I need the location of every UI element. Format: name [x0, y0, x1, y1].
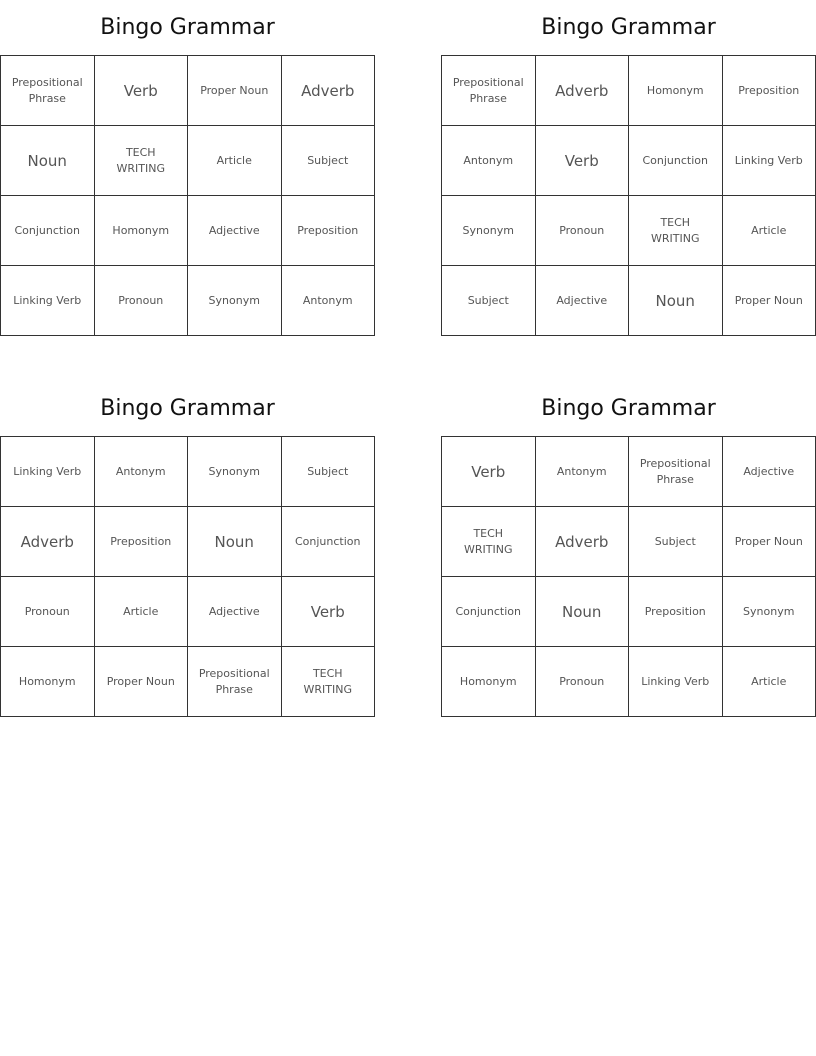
bingo-cell: Homonym	[1, 647, 95, 717]
bingo-cell: Linking Verb	[1, 437, 95, 507]
bingo-cell: Subject	[629, 507, 723, 577]
bingo-cell: Noun	[536, 577, 630, 647]
bingo-cell: Conjunction	[442, 577, 536, 647]
bingo-cell: Article	[95, 577, 189, 647]
card-title: Bingo Grammar	[541, 396, 716, 421]
bingo-cell: Proper Noun	[188, 56, 282, 126]
bingo-grid	[441, 436, 816, 717]
bingo-cell: Preposition	[95, 507, 189, 577]
card-title: Bingo Grammar	[100, 15, 275, 40]
bingo-cell: Conjunction	[629, 126, 723, 196]
bingo-cell: Prepositional Phrase	[442, 56, 536, 126]
bingo-cell: Verb	[95, 56, 189, 126]
bingo-cell: Preposition	[282, 196, 376, 266]
bingo-cell: Pronoun	[536, 196, 630, 266]
bingo-cell: Preposition	[723, 56, 816, 126]
bingo-cell: Linking Verb	[629, 647, 723, 717]
bingo-cell: Noun	[1, 126, 95, 196]
bingo-cell: Prepositional Phrase	[1, 56, 95, 126]
bingo-cell: Adjective	[536, 266, 630, 336]
bingo-cell: TECH WRITING	[282, 647, 376, 717]
bingo-cell: Noun	[188, 507, 282, 577]
bingo-card-3	[0, 381, 375, 717]
bingo-cell: Verb	[536, 126, 630, 196]
bingo-cell: Adjective	[723, 437, 816, 507]
bingo-cell: Proper Noun	[95, 647, 189, 717]
bingo-cell: Linking Verb	[1, 266, 95, 336]
bingo-cell: Linking Verb	[723, 126, 816, 196]
bingo-grid	[0, 55, 375, 336]
bingo-cell: Verb	[442, 437, 536, 507]
bingo-card-2	[441, 0, 816, 336]
bingo-cell: Antonym	[442, 126, 536, 196]
card-title: Bingo Grammar	[100, 396, 275, 421]
bingo-cell: Subject	[282, 126, 376, 196]
bingo-cell: TECH WRITING	[442, 507, 536, 577]
bingo-cell: Proper Noun	[723, 266, 816, 336]
bingo-grid	[441, 55, 816, 336]
bingo-cell: Adjective	[188, 196, 282, 266]
bingo-cell: Adjective	[188, 577, 282, 647]
bingo-cell: Adverb	[536, 507, 630, 577]
bingo-cell: Verb	[282, 577, 376, 647]
bingo-grid	[0, 436, 375, 717]
bingo-cell: TECH WRITING	[95, 126, 189, 196]
bingo-cell: Antonym	[282, 266, 376, 336]
bingo-cell: Homonym	[95, 196, 189, 266]
bingo-cell: Pronoun	[536, 647, 630, 717]
bingo-cell: Pronoun	[1, 577, 95, 647]
bingo-cell: Conjunction	[282, 507, 376, 577]
bingo-cell: Synonym	[442, 196, 536, 266]
bingo-cell: Adverb	[1, 507, 95, 577]
bingo-card-1	[0, 0, 375, 336]
bingo-cell: Adverb	[536, 56, 630, 126]
bingo-cell: Subject	[442, 266, 536, 336]
bingo-cell: Article	[723, 647, 816, 717]
bingo-cell: Antonym	[95, 437, 189, 507]
bingo-cell: Prepositional Phrase	[629, 437, 723, 507]
bingo-cell: Preposition	[629, 577, 723, 647]
bingo-cell: Subject	[282, 437, 376, 507]
bingo-cell: Antonym	[536, 437, 630, 507]
bingo-cell: Pronoun	[95, 266, 189, 336]
bingo-cell: Homonym	[442, 647, 536, 717]
bingo-cell: Prepositional Phrase	[188, 647, 282, 717]
bingo-card-4	[441, 381, 816, 717]
bingo-cell: Article	[723, 196, 816, 266]
bingo-cell: Synonym	[188, 266, 282, 336]
card-title: Bingo Grammar	[541, 15, 716, 40]
bingo-cell: Synonym	[723, 577, 816, 647]
bingo-cell: Homonym	[629, 56, 723, 126]
bingo-cell: Synonym	[188, 437, 282, 507]
bingo-cell: Noun	[629, 266, 723, 336]
bingo-cell: Proper Noun	[723, 507, 816, 577]
bingo-cell: Article	[188, 126, 282, 196]
bingo-cell: Adverb	[282, 56, 376, 126]
bingo-cell: TECH WRITING	[629, 196, 723, 266]
bingo-cell: Conjunction	[1, 196, 95, 266]
